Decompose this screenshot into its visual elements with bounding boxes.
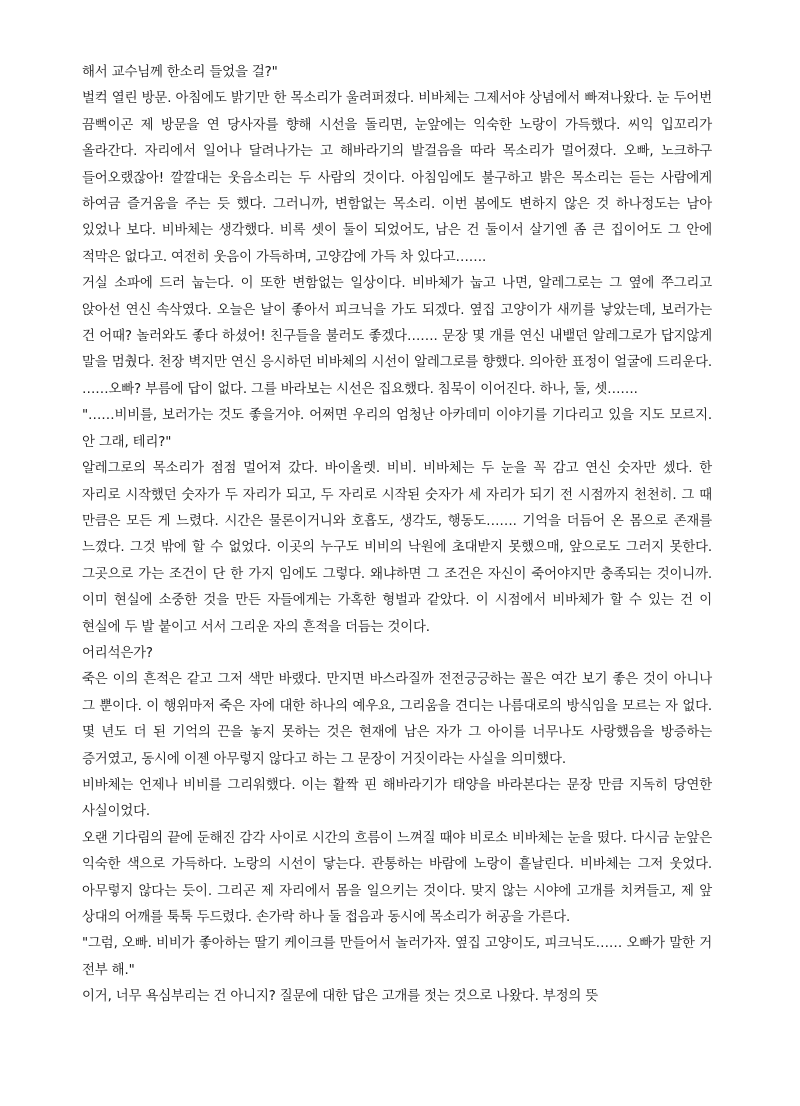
paragraph-7: 죽은 이의 흔적은 같고 그저 색만 바랬다. 만지면 바스라질까 전전긍긍하는 꼴은 여간 보기 좋은 것이 아니나 그 뿐이다. 이 행위마저 죽은 자에 대한 하나의 예우요, 그리움을 견디는 나름대로의 방식임을 모르는 자 없다. 몇 년도 더 된 기억의 끈을 놓지 못하는 것은 현재에 남은 자가 그 아이를 너무나도 사랑했음을 방증하는 증거였고, 동시에 이젠 아무렇지 않다고 하는 그 문장이 거짓이라는 사실을 의미했다. [82, 672, 712, 767]
document-body [82, 60, 712, 1011]
paragraph-4: "……비비를, 보러가는 것도 좋을거야. 어쩌면 우리의 엄청난 아카데미 이야기를 기다리고 있을 지도 모르지. 안 그래, 테리?" [82, 408, 712, 450]
paragraph-3: 거실 소파에 드러 눕는다. 이 또한 변함없는 일상이다. 비바체가 눕고 나면, 알레그로는 그 옆에 쭈그리고 앉아선 연신 속삭였다. 오늘은 날이 좋아서 피크닉을 가도 되겠다. 옆집 고양이가 새끼를 낳았는데, 보러가는 건 어때? 놀러와도 좋다 하셨어! 친구들을 불러도 좋겠다……. 문장 몇 개를 연신 내뱉던 알레그로가 답지않게 말을 멈췄다. 천장 벽지만 연신 응시하던 비바체의 시선이 알레그로를 향했다. 의아한 표정이 얼굴에 드리운다. ……오빠? 부름에 답이 없다. 그를 바라보는 시선은 집요했다. 침묵이 이어진다. 하나, 둘, 셋……. [82, 276, 712, 397]
paragraph-5: 알레그로의 목소리가 점점 멀어져 갔다. 바이올렛. 비비. 비바체는 두 눈을 꼭 감고 연신 숫자만 셌다. 한 자리로 시작했던 숫자가 두 자리가 되고, 두 자리로 시작된 숫자가 세 자리가 되기 전 시점까지 천천히. 그 때 만큼은 모든 게 느렸다. 시간은 물론이거니와 호흡도, 생각도, 행동도……. 기억을 더듬어 온 몸으로 존재를 느꼈다. 그것 밖에 할 수 없었다. 이곳의 누구도 비비의 낙원에 초대받지 못했으매, 앞으로도 그러지 못한다. 그곳으로 가는 조건이 단 한 가지 임에도 그렇다. 왜냐하면 그 조건은 자신이 죽어야지만 충족되는 것이니까. 이미 현실에 소중한 것을 만든 자들에게는 가혹한 형벌과 같았다. 이 시점에서 비바체가 할 수 있는 건 이 현실에 두 발 붙이고 서서 그리운 자의 흔적을 더듬는 것이다. [82, 461, 712, 635]
paragraph-6: 어리석은가? [82, 645, 153, 661]
paragraph-10: "그럼, 오빠. 비비가 좋아하는 딸기 케이크를 만들어서 놀러가자. 옆집 고양이도, 피크닉도…… 오빠가 말한 거 전부 해." [82, 936, 712, 978]
paragraph-8: 비바체는 언제나 비비를 그리워했다. 이는 활짝 핀 해바라기가 태양을 바라본다는 문장 만큼 지독히 당연한 사실이었다. [82, 777, 712, 820]
paragraph-9: 오랜 기다림의 끝에 둔해진 감각 사이로 시간의 흐름이 느껴질 때야 비로소 비바체는 눈을 떴다. 다시금 눈앞은 익숙한 색으로 가득하다. 노랑의 시선이 닿는다. 관통하는 바람에 노랑이 흩날린다. 비바체는 그저 웃었다. 아무렇지 않다는 듯이. 그리곤 제 자리에서 몸을 일으키는 것이다. 맞지 않는 시야에 고개를 치켜들고, 제 앞 상대의 어깨를 툭툭 두드렸다. 손가락 하나 둘 접음과 동시에 목소리가 허공을 가른다. [82, 830, 712, 925]
paragraph-1: 해서 교수님께 한소리 들었을 걸?" [82, 65, 278, 80]
paragraph-11: 이거, 너무 욕심부리는 건 아니지? 질문에 대한 답은 고개를 젓는 것으로 나왔다. 부정의 뜻 [82, 989, 599, 1005]
paragraph-2: 벌컥 열린 방문. 아침에도 밝기만 한 목소리가 울려퍼졌다. 비바체는 그제서야 상념에서 빠져나왔다. 눈 두어번 끔뻑이곤 제 방문을 연 당사자를 향해 시선을 돌리면, 눈앞에는 익숙한 노랑이 가득했다. 씨익 입꼬리가 올라간다. 자리에서 일어나 달려나가는 고 해바라기의 발걸음을 따라 목소리가 멀어졌다. 오빠, 노크하구 들어오랬잖아! 깔깔대는 웃음소리는 두 사람의 것이다. 아침임에도 불구하고 밝은 목소리는 듣는 사람에게 하여금 즐거움을 주는 듯 했다. 그러니까, 변함없는 목소리. 이번 봄에도 변하지 않은 것 하나정도는 남아 있었나 보다. 비바체는 생각했다. 비록 셋이 둘이 되었어도, 남은 건 둘이서 살기엔 좀 큰 집이어도 그 안에 적막은 없다고. 여전히 웃음이 가득하며, 고양감에 가득 차 있다고……. [82, 91, 712, 265]
